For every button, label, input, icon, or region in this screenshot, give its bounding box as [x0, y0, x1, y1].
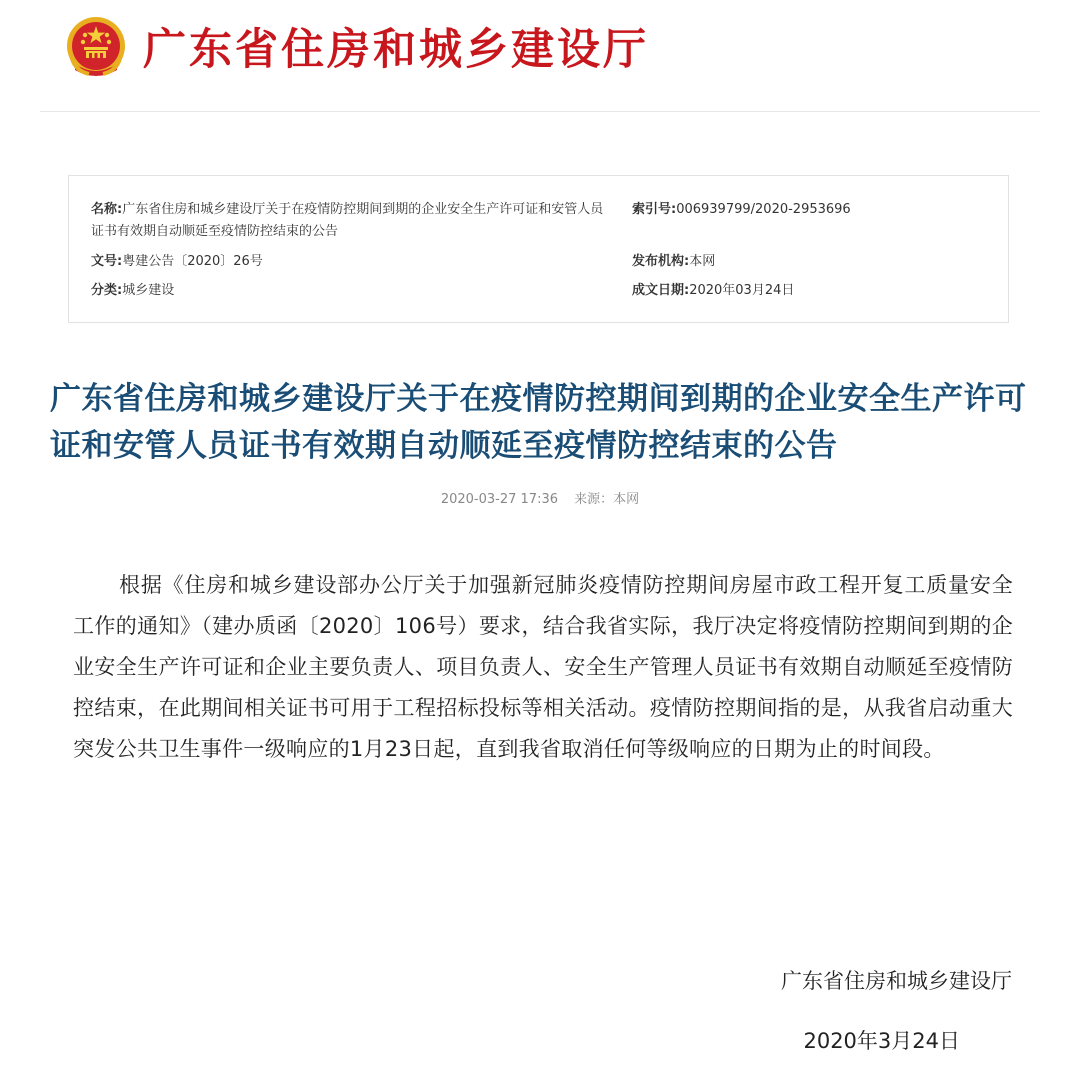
article-title: 广东省住房和城乡建设厅关于在疫情防控期间到期的企业安全生产许可证和安管人员证书有效期自动顺延至疫情防控结束的公告 [50, 381, 1027, 464]
meta-category [91, 280, 611, 302]
meta-date [632, 280, 992, 302]
national-emblem-icon [63, 14, 129, 82]
signature-date: 2020年3月24日 [803, 1029, 960, 1053]
meta-name [91, 199, 611, 243]
meta-name-value: 广东省住房和城乡建设厅关于在疫情防控期间到期的企业安全生产许可证和安管人员证书有效期自动顺延至疫情防控结束的公告 [91, 202, 604, 239]
meta-date-value: 2020年03月24日 [689, 283, 795, 298]
meta-doc-number-label: 文号: [91, 254, 123, 269]
meta-index-number [632, 199, 992, 221]
site-name: 广东省住房和城乡建设厅 [143, 25, 649, 75]
meta-category-value: 城乡建设 [122, 283, 175, 298]
meta-index-label: 索引号: [632, 202, 677, 217]
document-info-panel [68, 175, 1009, 323]
signature-organization: 广东省住房和城乡建设厅 [781, 969, 1012, 993]
header-divider [40, 111, 1040, 112]
meta-date-label: 成文日期: [632, 283, 690, 298]
meta-agency-value: 本网 [689, 254, 716, 269]
publish-time: 2020-03-27 17:36 [440, 492, 558, 507]
meta-name-label: 名称: [91, 202, 123, 217]
article-body: 根据《住房和城乡建设部办公厅关于加强新冠肺炎疫情防控期间房屋市政工程开复工质量安全工作的通知》（建办质函〔2020〕106号）要求，结合我省实际，我厅决定将疫情防控期间到期的企业安全生产许可证和企业主要负责人、项目负责人、安全生产管理人员证书有效期自动顺延至疫情防控结束，在此期间相关证书可用于工程招标投标等相关活动。疫情防控期间指的是，从我省启动重大突发公共卫生事件一级响应的1月23日起，直到我省取消任何等级响应的日期为止的时间段。 [73, 573, 1013, 761]
meta-agency [632, 251, 992, 273]
site-header [0, 0, 1080, 112]
meta-doc-number [91, 251, 611, 273]
meta-doc-number-value: 粤建公告〔2020〕26号 [122, 254, 263, 269]
meta-agency-label: 发布机构: [632, 254, 690, 269]
meta-index-value: 006939799/2020-2953696 [676, 202, 851, 217]
article-source: 来源：本网 [574, 492, 640, 507]
meta-category-label: 分类: [91, 283, 123, 298]
publish-info [0, 489, 1080, 511]
